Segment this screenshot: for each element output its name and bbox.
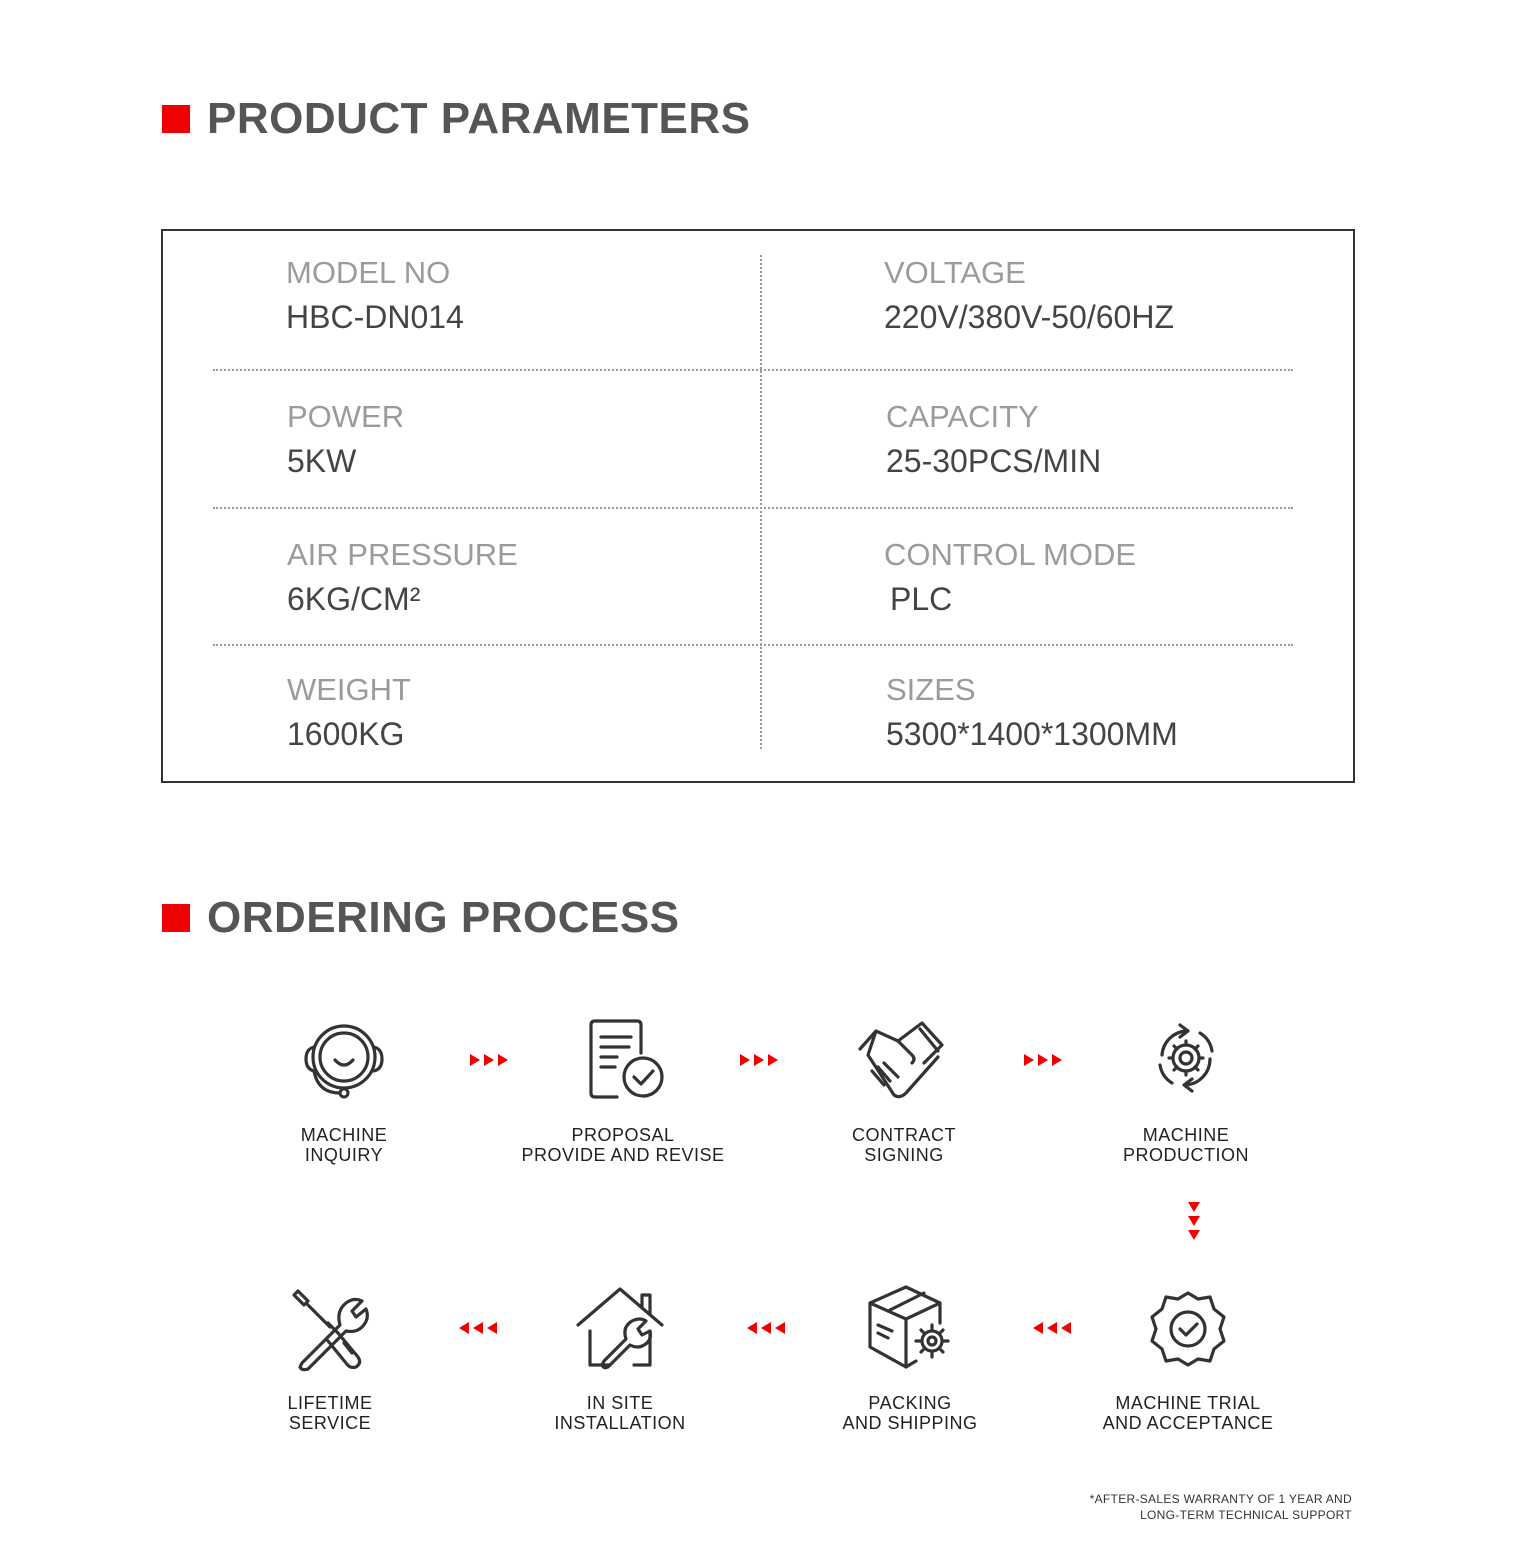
row-divider	[213, 644, 1293, 646]
step-contract-signing	[784, 1015, 1024, 1165]
arrow-right-icon	[739, 1052, 781, 1068]
param-value: 5KW	[287, 443, 357, 479]
param-sizes	[886, 674, 1178, 750]
param-label: CAPACITY	[886, 399, 1039, 434]
step-lifetime-service	[210, 1283, 450, 1433]
step-in-site-installation	[500, 1283, 740, 1433]
arrow-down-icon	[1186, 1201, 1202, 1243]
column-divider	[760, 255, 762, 749]
house-wrench-icon	[570, 1283, 670, 1373]
param-label: WEIGHT	[287, 672, 411, 707]
step-label: LIFETIME SERVICE	[287, 1393, 373, 1433]
param-value: 25-30PCS/MIN	[886, 443, 1102, 479]
row-divider	[213, 369, 1293, 371]
step-machine-production	[1066, 1015, 1306, 1165]
parameters-title: PRODUCT PARAMETERS	[207, 94, 751, 143]
param-value: PLC	[890, 581, 953, 617]
step-machine-trial	[1068, 1283, 1308, 1433]
arrow-left-icon	[458, 1320, 500, 1336]
ordering-heading	[162, 893, 680, 942]
param-control-mode	[884, 539, 1136, 615]
badge-check-icon	[1138, 1283, 1238, 1373]
param-label: SIZES	[886, 672, 976, 707]
param-label: VOLTAGE	[884, 255, 1026, 290]
step-packing-shipping	[790, 1283, 1030, 1433]
param-label: POWER	[287, 399, 405, 434]
arrow-left-icon	[1032, 1320, 1074, 1336]
parameters-table	[161, 229, 1355, 783]
step-label: PROPOSAL PROVIDE AND REVISE	[521, 1125, 725, 1165]
arrow-left-icon	[746, 1320, 788, 1336]
step-label: PACKING AND SHIPPING	[842, 1393, 978, 1433]
param-label: AIR PRESSURE	[287, 537, 518, 572]
box-gear-icon	[860, 1283, 960, 1373]
headset-icon	[294, 1015, 394, 1105]
heading-square-marker	[162, 105, 190, 133]
step-label: CONTRACT SIGNING	[852, 1125, 956, 1165]
param-model-no	[286, 257, 464, 333]
step-machine-inquiry	[224, 1015, 464, 1165]
tools-icon	[280, 1283, 380, 1373]
param-capacity	[886, 401, 1101, 477]
warranty-note: *AFTER-SALES WARRANTY OF 1 YEAR AND LONG-TERM TECHNICAL SUPPORT	[1089, 1492, 1352, 1522]
document-check-icon	[573, 1015, 673, 1105]
step-label: MACHINE PRODUCTION	[1123, 1125, 1249, 1165]
param-value: 1600KG	[287, 716, 405, 752]
parameters-heading	[162, 94, 751, 143]
ordering-title: ORDERING PROCESS	[207, 893, 680, 942]
heading-square-marker	[162, 904, 190, 932]
step-label: MACHINE TRIAL AND ACCEPTANCE	[1102, 1393, 1274, 1433]
param-power	[287, 401, 404, 477]
param-weight	[287, 674, 411, 750]
param-label: MODEL NO	[286, 255, 451, 290]
param-value: 5300*1400*1300MM	[886, 716, 1178, 752]
param-label: CONTROL MODE	[884, 537, 1137, 572]
step-label: MACHINE INQUIRY	[300, 1125, 388, 1165]
step-label: IN SITE INSTALLATION	[554, 1393, 686, 1433]
arrow-right-icon	[469, 1052, 511, 1068]
param-air-pressure	[287, 539, 518, 615]
param-voltage	[884, 257, 1174, 333]
row-divider	[213, 507, 1293, 509]
param-value: 6KG/CM²	[287, 581, 421, 617]
arrow-right-icon	[1023, 1052, 1065, 1068]
gear-cycle-icon	[1136, 1015, 1236, 1105]
handshake-icon	[854, 1015, 954, 1105]
param-value: 220V/380V-50/60HZ	[884, 299, 1174, 335]
step-proposal	[503, 1015, 743, 1165]
param-value: HBC-DN014	[286, 299, 464, 335]
